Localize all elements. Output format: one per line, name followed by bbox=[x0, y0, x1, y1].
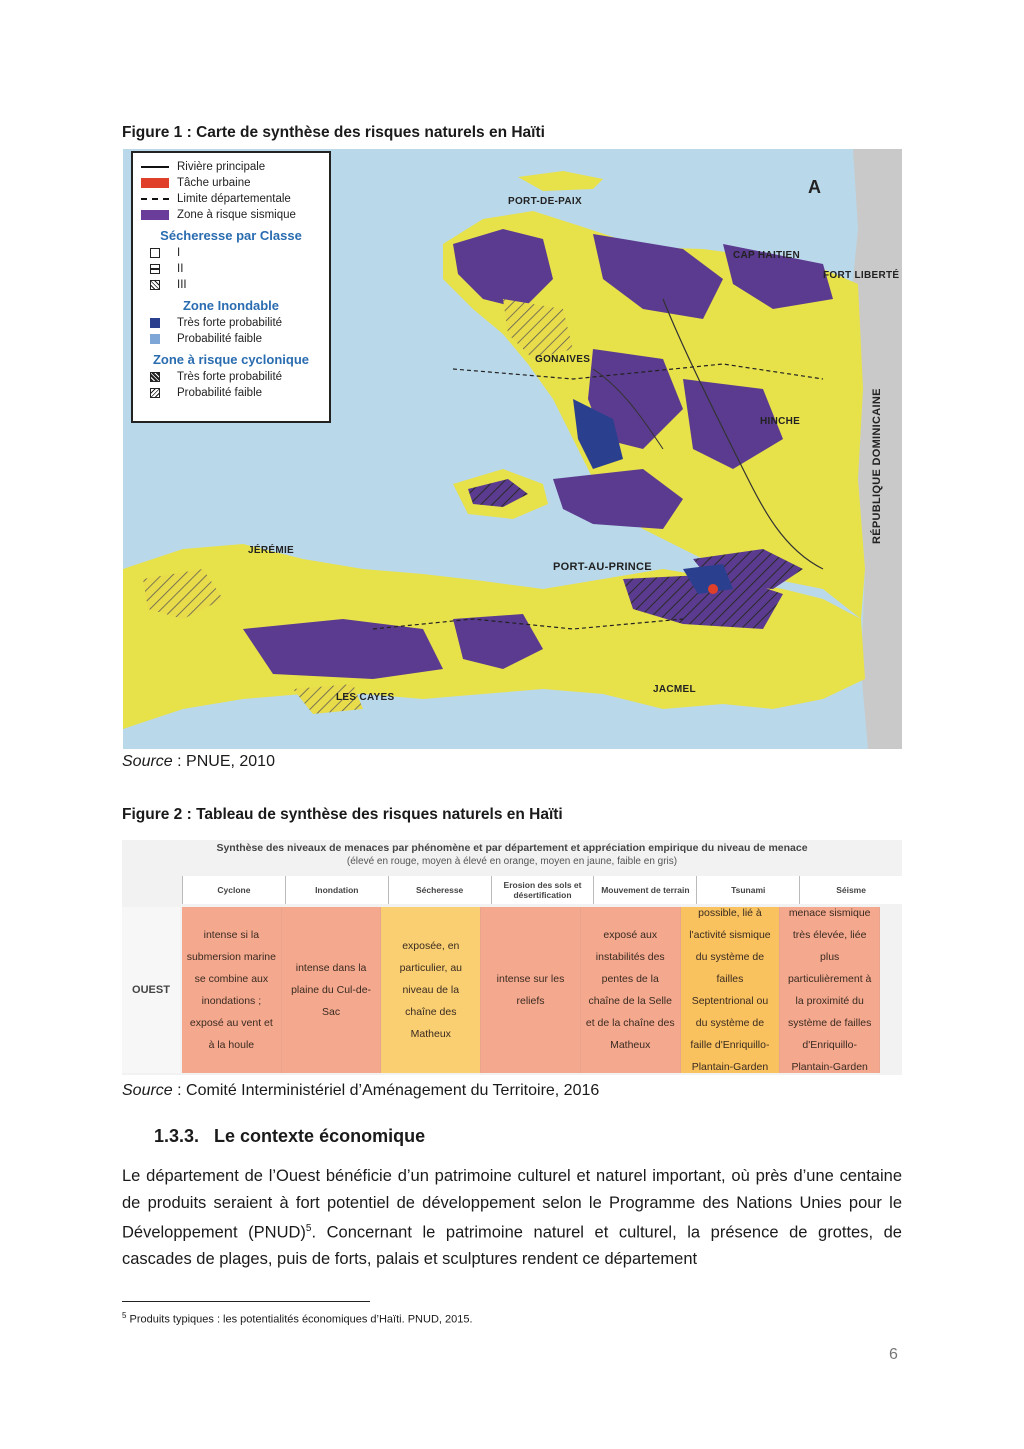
legend-item-urban: Tâche urbaine bbox=[141, 175, 321, 191]
map-label-hinche: HINCHE bbox=[760, 416, 801, 427]
legend-cyclonique-high: Très forte probabilité bbox=[141, 369, 321, 385]
map-legend bbox=[131, 151, 331, 423]
footnote-divider bbox=[122, 1301, 370, 1302]
figure2-caption: Figure 2 : Tableau de synthèse des risques naturels en Haïti bbox=[122, 806, 563, 823]
page-number: 6 bbox=[889, 1346, 898, 1363]
map-label-les-cayes: LES CAYES bbox=[336, 692, 395, 703]
legend-secheresse-title: Sécheresse par Classe bbox=[160, 228, 302, 243]
table-cell: intense dans la plaine du Cul-de-Sac bbox=[282, 907, 382, 1073]
table-cell: exposé aux instabilités des pentes de la chaîne de la Selle et de la chaîne des Matheux bbox=[581, 907, 681, 1073]
table-cell: intense si la submersion marine se combine aux inondations ; exposé au vent et à la houle bbox=[182, 907, 282, 1073]
table-header: Cyclone bbox=[182, 876, 285, 904]
legend-item-river: Rivière principale bbox=[141, 159, 321, 175]
table-subtitle: (élevé en rouge, moyen à élevé en orange, moyen en jaune, faible en gris) bbox=[346, 856, 678, 867]
legend-item-seismic: Zone à risque sismique bbox=[141, 207, 321, 223]
map-label-jeremie: JÉRÉMIE bbox=[248, 545, 295, 556]
legend-secheresse-1: I bbox=[141, 245, 321, 261]
map-label-cap-haitien: CAP HAITIEN bbox=[733, 250, 801, 261]
table-cell: intense sur les reliefs bbox=[481, 907, 581, 1073]
legend-cyclonique-low: Probabilité faible bbox=[141, 385, 321, 401]
map-label-port-de-paix: PORT-DE-PAIX bbox=[508, 196, 582, 207]
legend-secheresse-2: II bbox=[141, 261, 321, 277]
legend-secheresse-3: III bbox=[141, 277, 321, 293]
footnote-ref: 5 bbox=[305, 1223, 312, 1234]
legend-cyclonique-title: Zone à risque cyclonique bbox=[152, 352, 310, 367]
table-header: Inondation bbox=[285, 876, 388, 904]
table-row-label: OUEST bbox=[122, 907, 180, 1073]
north-arrow-icon: A bbox=[808, 177, 821, 197]
body-paragraph: Le département de l’Ouest bénéficie d’un patrimoine culturel et naturel important, où près d’une centaine de produits seraient à fort potentiel de développement selon le Programme des Nations Unies pour le Développement (PNUD)$^5$. Concernant le patrimoine naturel et culturel, la présence de grottes, de cascades de plages, puis de forts, palais et sculptures rendent ce département bbox=[122, 1167, 902, 1268]
table-header-row bbox=[182, 876, 902, 904]
table-header: Sécheresse bbox=[388, 876, 491, 904]
legend-inondable-title: Zone Inondable bbox=[182, 298, 280, 313]
legend-inondable-low: Probabilité faible bbox=[141, 331, 321, 347]
legend-inondable-high: Très forte probabilité bbox=[141, 315, 321, 331]
table-cell: possible, lié à l'activité sismique du système de failles Septentrional ou du système de faille d'Enriquillo-Plantain-Garden bbox=[681, 907, 781, 1073]
map-label-port-au-prince: PORT-AU-PRINCE bbox=[553, 561, 652, 573]
figure1-caption: Figure 1 : Carte de synthèse des risques naturels en Haïti bbox=[122, 124, 545, 141]
figure2-source: Source : Comité Interministériel d’Aménagement du Territoire, 2016 bbox=[122, 1082, 600, 1099]
map-label-gonaives: GONAIVES bbox=[535, 354, 591, 365]
map-label-fort-liberte: FORT LIBERTÉ bbox=[823, 270, 900, 281]
table-header: Séisme bbox=[799, 876, 902, 904]
table-cell: menace sismique très élevée, liée plus particulièrement à la proximité du système de failles d'Enriquillo-Plantain-Garden bbox=[780, 907, 880, 1073]
legend-item-boundary: Limite départementale bbox=[141, 191, 321, 207]
table-title: Synthèse des niveaux de menaces par phénomène et par département et appréciation empirique du niveau de menace bbox=[216, 842, 808, 854]
table-header: Mouvement de terrain bbox=[593, 876, 696, 904]
section-heading: 1.3.3. Le contexte économique bbox=[154, 1126, 426, 1146]
footnote: $^5$ Produits typiques : les potentialités économiques d’Haïti. PNUD, 2015. bbox=[122, 1311, 473, 1326]
risk-table bbox=[122, 840, 902, 1075]
haiti-risk-map bbox=[123, 149, 902, 749]
table-header: Erosion des sols et désertification bbox=[491, 876, 594, 904]
map-label-republique: RÉPUBLIQUE DOMINICAINE bbox=[871, 388, 883, 544]
map-label-jacmel: JACMEL bbox=[653, 684, 696, 695]
table-header: Tsunami bbox=[696, 876, 799, 904]
figure1-source: Source : PNUE, 2010 bbox=[122, 753, 275, 770]
table-cell: exposée, en particulier, au niveau de la chaîne des Matheux bbox=[381, 907, 481, 1073]
table-row bbox=[182, 907, 880, 1073]
